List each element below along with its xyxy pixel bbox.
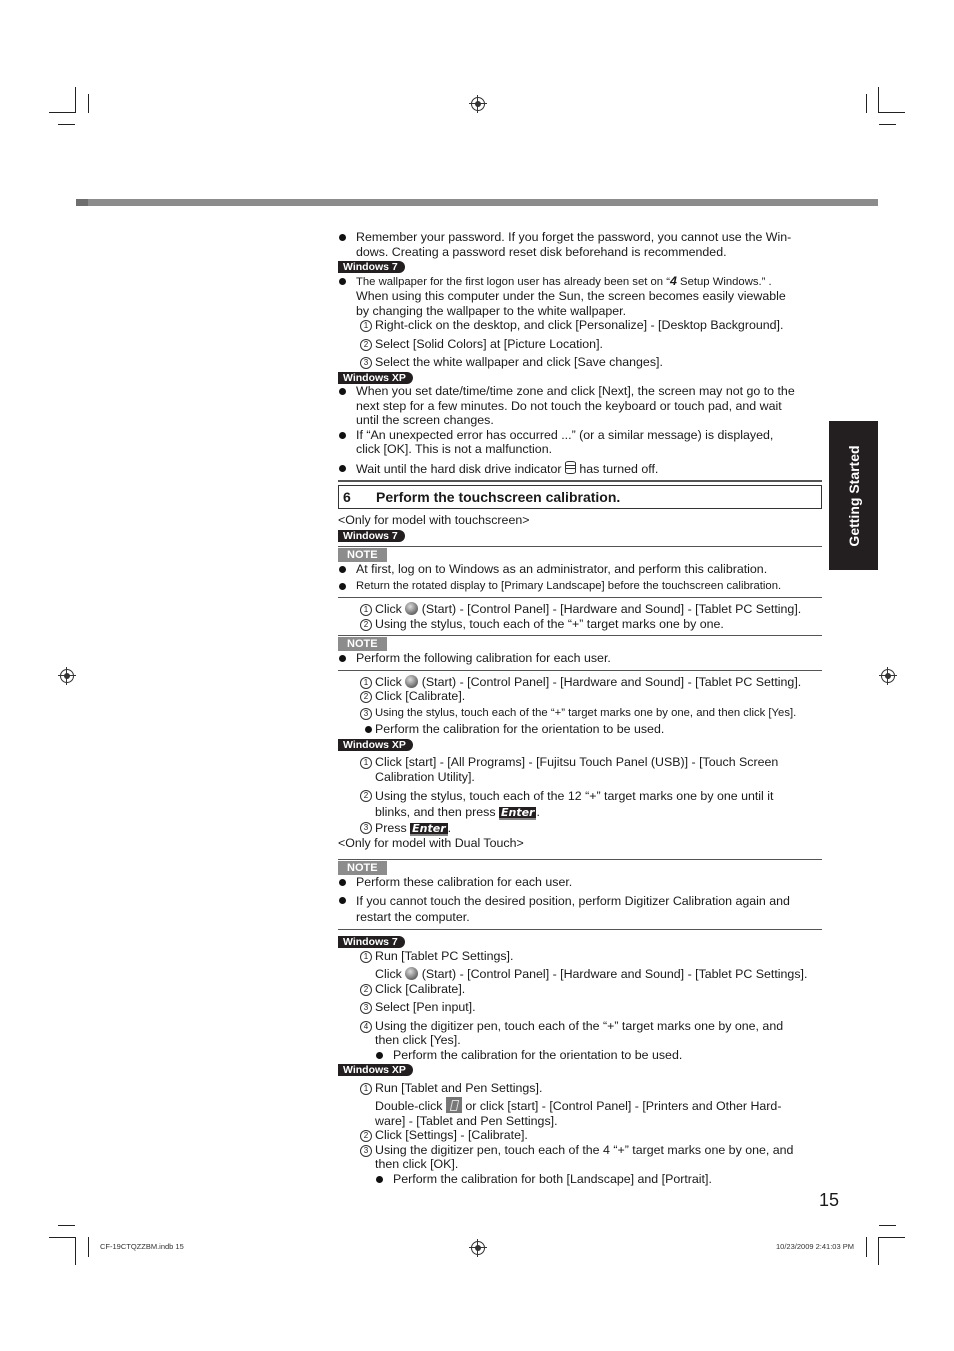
crop-mark (49, 112, 75, 113)
dual-step: 3 Select [Pen input]. (338, 1000, 822, 1015)
main-content (338, 230, 822, 1186)
windowsxp-badge: Windows XP (338, 372, 413, 384)
dual-step: 4 Using the digitizer pen, touch each of the “+” target marks one by one, and then click [Yes]. (338, 1019, 822, 1048)
note-badge: NOTE (338, 637, 387, 651)
crop-mark (58, 1225, 75, 1226)
step-number-icon: 2 (360, 790, 372, 802)
crop-mark (75, 87, 76, 113)
step-number-icon: 3 (360, 1145, 372, 1157)
note-bullet: Perform the following calibration for each user. (338, 651, 822, 666)
note-bullet: Return the rotated display to [Primary Landscape] before the touchscreen calibration. (338, 579, 822, 594)
step-number-icon: 2 (360, 984, 372, 996)
enter-key-icon: Enter (500, 806, 535, 819)
step-number-icon: 2 (360, 619, 372, 631)
windows7-badge: Windows 7 (338, 530, 405, 542)
wallpaper-bullet: The wallpaper for the first logon user has already been set on “4 Setup Windows.” . When using this computer under the Sun, the screen becomes easily viewable by changing the wallpaper to the white wallpaper. (338, 274, 822, 319)
windows7-badge: Windows 7 (338, 936, 405, 948)
enter-key-icon: Enter (412, 822, 446, 835)
registration-mark-icon (471, 97, 485, 111)
step-number-icon: 4 (360, 1021, 372, 1033)
dual-step-detail: Click (Start) - [Control Panel] - [Hardware and Sound] - [Tablet PC Settings]. (375, 967, 808, 981)
calibration-step: 2 Click [Calibrate]. (338, 689, 822, 704)
dual-step: 2 Click [Calibrate]. (338, 982, 822, 997)
step-number-icon: 3 (360, 1002, 372, 1014)
note-badge: NOTE (338, 861, 387, 875)
crop-mark (879, 124, 896, 125)
disk-indicator-bullet: Wait until the hard disk drive indicator has turned off. (338, 461, 822, 477)
wallpaper-step: 3 Select the white wallpaper and click [Save changes]. (338, 355, 822, 370)
note-bullet: At first, log on to Windows as an administrator, and perform this calibration. (338, 562, 822, 577)
step-number-icon: 3 (360, 357, 372, 369)
step-number-icon: 2 (360, 1130, 372, 1142)
hdd-indicator-icon (565, 461, 576, 474)
step-number-icon: 1 (360, 1083, 372, 1095)
crop-mark (866, 1237, 867, 1257)
note-badge: NOTE (338, 548, 387, 562)
registration-mark-icon (471, 1241, 485, 1255)
note-bullet: Perform these calibration for each user. (338, 875, 822, 890)
start-button-icon (405, 675, 418, 688)
crop-mark (88, 1237, 89, 1257)
windows7-badge: Windows 7 (338, 261, 405, 273)
windowsxp-badge: Windows XP (338, 739, 413, 751)
crop-mark (878, 1237, 879, 1265)
calibration-step: 3 Press Enter . (338, 820, 822, 836)
crop-mark (879, 112, 905, 113)
calibration-step: 1 Click (Start) - [Control Panel] - [Hardware and Sound] - [Tablet PC Setting]. (338, 602, 822, 617)
step-number-icon: 2 (360, 691, 372, 703)
step-6-title: Perform the touchscreen calibration. (376, 489, 621, 505)
step-6-number: 6 (343, 489, 351, 505)
dual-touch-only-label: <Only for model with Dual Touch> (338, 836, 524, 850)
step-number-icon: 3 (360, 822, 372, 834)
section-tab-label: Getting Started (845, 444, 862, 547)
windowsxp-badge: Windows XP (338, 1064, 413, 1076)
header-rule (76, 199, 878, 206)
wallpaper-step: 1 Right-click on the desktop, and click [Personalize] - [Desktop Background]. (338, 318, 822, 333)
page-number: 15 (819, 1190, 840, 1210)
crop-mark (879, 1237, 905, 1238)
start-button-icon (405, 967, 418, 980)
crop-mark (866, 94, 867, 113)
step-number-icon: 1 (360, 757, 372, 769)
password-bullet: Remember your password. If you forget the password, you cannot use the Win- dows. Creating a password reset disk beforehand is recommended. (338, 230, 822, 259)
crop-mark (88, 94, 89, 113)
start-button-icon (405, 602, 418, 615)
crop-mark (58, 124, 75, 125)
registration-mark-icon (881, 669, 895, 683)
sub-bullet: Perform the calibration for both [Landscape] and [Portrait]. (338, 1172, 822, 1187)
section-tab (829, 421, 878, 570)
wallpaper-step: 2 Select [Solid Colors] at [Picture Location]. (338, 337, 822, 352)
dual-step: 2 Click [Settings] - [Calibrate]. (338, 1128, 822, 1143)
calibration-step: 3 Using the stylus, touch each of the “+” target marks one by one, and then click [Yes]. (338, 706, 822, 721)
step-number-icon: 1 (360, 604, 372, 616)
sub-bullet: Perform the calibration for the orientation to be used. (338, 722, 822, 737)
calibration-step: 2 Using the stylus, touch each of the 12 “+” target marks one by one until it blinks, and then press Enter . (338, 788, 822, 820)
step-6-heading (338, 485, 822, 509)
step-number-icon: 1 (360, 677, 372, 689)
step-number-icon: 3 (360, 708, 372, 720)
calibration-step: 2 Using the stylus, touch each of the “+” target marks one by one. (338, 617, 822, 632)
crop-mark (49, 1237, 75, 1238)
dual-step: 1 Run [Tablet PC Settings]. (338, 949, 822, 964)
footer-timestamp: 10/23/2009 2:41:03 PM (776, 1242, 854, 1251)
step-number-icon: 1 (360, 951, 372, 963)
crop-mark (878, 87, 879, 113)
crop-mark (75, 1237, 76, 1265)
crop-mark (879, 1225, 896, 1226)
dual-step-detail: Double-click or click [start] - [Control Panel] - [Printers and Other Hard- ware] - [Tablet and Pen Settings]. (375, 1099, 782, 1128)
dual-step: 1 Run [Tablet and Pen Settings]. (338, 1081, 822, 1096)
touchscreen-only-label: <Only for model with touchscreen> (338, 513, 530, 527)
step-number-icon: 1 (360, 320, 372, 332)
registration-mark-icon (60, 669, 74, 683)
calibration-step: 1 Click [start] - [All Programs] - [Fujitsu Touch Panel (USB)] - [Touch Screen Calibration Utility]. (338, 755, 822, 784)
step-number-icon: 2 (360, 339, 372, 351)
calibration-step: 1 Click (Start) - [Control Panel] - [Hardware and Sound] - [Tablet PC Setting]. (338, 675, 822, 690)
footer-file: CF-19CTQZZBM.indb 15 (100, 1242, 184, 1251)
date-time-bullet: When you set date/time/time zone and click [Next], the screen may not go to the next step for a few minutes. Do not touch the keyboard or touch pad, and wait until the screen changes. (338, 384, 822, 428)
tablet-pen-settings-icon (446, 1097, 462, 1113)
sub-bullet: Perform the calibration for the orientation to be used. (338, 1048, 822, 1063)
dual-step: 3 Using the digitizer pen, touch each of the 4 “+” target marks one by one, and then click [OK]. (338, 1143, 822, 1172)
error-message-bullet: If “An unexpected error has occurred ...” (or a similar message) is displayed, click [OK]. This is not a malfunction. (338, 428, 822, 457)
note-bullet: If you cannot touch the desired position, perform Digitizer Calibration again and restart the computer. (338, 893, 822, 925)
